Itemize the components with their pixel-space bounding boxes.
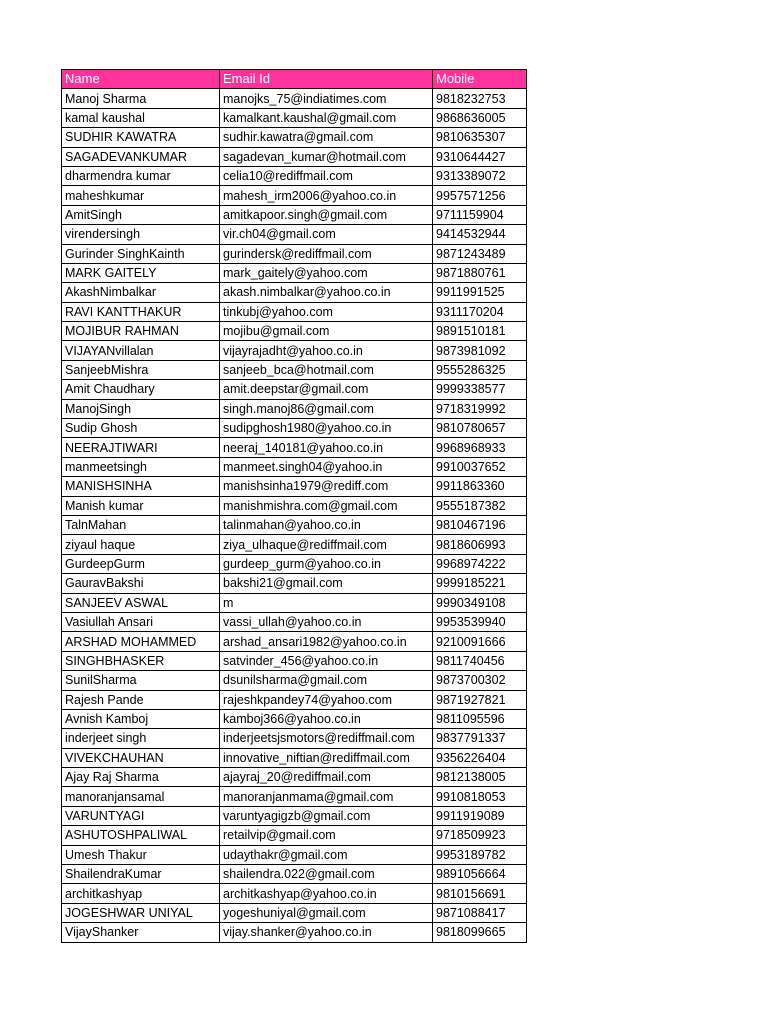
table-row xyxy=(62,496,527,515)
cell-email: vijayrajadht@yahoo.co.in xyxy=(220,341,433,360)
table-row xyxy=(62,593,527,612)
column-header-mobile: Mobile xyxy=(433,70,527,89)
table-row xyxy=(62,690,527,709)
table-row xyxy=(62,380,527,399)
table-row xyxy=(62,108,527,127)
cell-mobile: 9871927821 xyxy=(433,690,527,709)
table-row xyxy=(62,399,527,418)
cell-name: SUDHIR KAWATRA xyxy=(62,128,220,147)
cell-mobile: 9818606993 xyxy=(433,535,527,554)
cell-email: singh.manoj86@gmail.com xyxy=(220,399,433,418)
cell-mobile: 9968968933 xyxy=(433,438,527,457)
cell-mobile: 9957571256 xyxy=(433,186,527,205)
cell-mobile: 9910818053 xyxy=(433,787,527,806)
cell-email: vir.ch04@gmail.com xyxy=(220,225,433,244)
table-row xyxy=(62,166,527,185)
cell-name: Umesh Thakur xyxy=(62,845,220,864)
cell-email: akash.nimbalkar@yahoo.co.in xyxy=(220,283,433,302)
cell-name: TalnMahan xyxy=(62,515,220,534)
cell-mobile: 9718319992 xyxy=(433,399,527,418)
table-row xyxy=(62,360,527,379)
cell-name: AmitSingh xyxy=(62,205,220,224)
cell-name: dharmendra kumar xyxy=(62,166,220,185)
cell-name: AkashNimbalkar xyxy=(62,283,220,302)
cell-email: rajeshkpandey74@yahoo.com xyxy=(220,690,433,709)
cell-name: ASHUTOSHPALIWAL xyxy=(62,826,220,845)
cell-email: tinkubj@yahoo.com xyxy=(220,302,433,321)
cell-mobile: 9868636005 xyxy=(433,108,527,127)
cell-name: GurdeepGurm xyxy=(62,554,220,573)
cell-mobile: 9555187382 xyxy=(433,496,527,515)
cell-name: JOGESHWAR UNIYAL xyxy=(62,903,220,922)
cell-mobile: 9871088417 xyxy=(433,903,527,922)
cell-email: amitkapoor.singh@gmail.com xyxy=(220,205,433,224)
table-row xyxy=(62,322,527,341)
table-row xyxy=(62,244,527,263)
cell-mobile: 9837791337 xyxy=(433,729,527,748)
contacts-table xyxy=(61,69,527,943)
table-row xyxy=(62,438,527,457)
cell-email: amit.deepstar@gmail.com xyxy=(220,380,433,399)
cell-name: MANISHSINHA xyxy=(62,477,220,496)
cell-email: ajayraj_20@rediffmail.com xyxy=(220,768,433,787)
table-row xyxy=(62,515,527,534)
cell-name: Gurinder SinghKainth xyxy=(62,244,220,263)
cell-name: SANJEEV ASWAL xyxy=(62,593,220,612)
cell-name: Amit Chaudhary xyxy=(62,380,220,399)
cell-email: mojibu@gmail.com xyxy=(220,322,433,341)
cell-name: Manoj Sharma xyxy=(62,89,220,108)
cell-mobile: 9310644427 xyxy=(433,147,527,166)
header-row xyxy=(62,70,527,89)
table-row xyxy=(62,787,527,806)
column-header-email: Email Id xyxy=(220,70,433,89)
cell-mobile: 9891056664 xyxy=(433,865,527,884)
cell-name: NEERAJTIWARI xyxy=(62,438,220,457)
cell-mobile: 9414532944 xyxy=(433,225,527,244)
table-row xyxy=(62,768,527,787)
table-row xyxy=(62,419,527,438)
table-row xyxy=(62,574,527,593)
cell-mobile: 9871243489 xyxy=(433,244,527,263)
cell-email: sagadevan_kumar@hotmail.com xyxy=(220,147,433,166)
cell-mobile: 9313389072 xyxy=(433,166,527,185)
table-row xyxy=(62,147,527,166)
cell-name: MARK GAITELY xyxy=(62,263,220,282)
cell-name: RAVI KANTTHAKUR xyxy=(62,302,220,321)
table-row xyxy=(62,341,527,360)
cell-mobile: 9953539940 xyxy=(433,612,527,631)
table-row xyxy=(62,671,527,690)
table-row xyxy=(62,845,527,864)
cell-email: udaythakr@gmail.com xyxy=(220,845,433,864)
cell-name: Ajay Raj Sharma xyxy=(62,768,220,787)
cell-mobile: 9811740456 xyxy=(433,651,527,670)
cell-email: manishmishra.com@gmail.com xyxy=(220,496,433,515)
table-row xyxy=(62,535,527,554)
cell-mobile: 9999185221 xyxy=(433,574,527,593)
cell-mobile: 9810635307 xyxy=(433,128,527,147)
cell-email: sudipghosh1980@yahoo.co.in xyxy=(220,419,433,438)
cell-mobile: 9812138005 xyxy=(433,768,527,787)
cell-mobile: 9356226404 xyxy=(433,748,527,767)
cell-name: Vasiullah Ansari xyxy=(62,612,220,631)
cell-name: manoranjansamal xyxy=(62,787,220,806)
cell-name: SunilSharma xyxy=(62,671,220,690)
cell-mobile: 9718509923 xyxy=(433,826,527,845)
cell-mobile: 9555286325 xyxy=(433,360,527,379)
cell-email: yogeshuniyal@gmail.com xyxy=(220,903,433,922)
cell-name: VIVEKCHAUHAN xyxy=(62,748,220,767)
table-body xyxy=(62,89,527,942)
cell-name: ShailendraKumar xyxy=(62,865,220,884)
cell-name: architkashyap xyxy=(62,884,220,903)
table-row xyxy=(62,263,527,282)
cell-email: mark_gaitely@yahoo.com xyxy=(220,263,433,282)
cell-name: ManojSingh xyxy=(62,399,220,418)
table-row xyxy=(62,302,527,321)
table-row xyxy=(62,477,527,496)
cell-mobile: 9873981092 xyxy=(433,341,527,360)
cell-mobile: 9891510181 xyxy=(433,322,527,341)
cell-email: shailendra.022@gmail.com xyxy=(220,865,433,884)
cell-email: ziya_ulhaque@rediffmail.com xyxy=(220,535,433,554)
cell-name: maheshkumar xyxy=(62,186,220,205)
cell-name: virendersingh xyxy=(62,225,220,244)
table-row xyxy=(62,748,527,767)
cell-email: manishsinha1979@rediff.com xyxy=(220,477,433,496)
cell-email: gurindersk@rediffmail.com xyxy=(220,244,433,263)
cell-mobile: 9911991525 xyxy=(433,283,527,302)
table-row xyxy=(62,729,527,748)
cell-email: kamboj366@yahoo.co.in xyxy=(220,709,433,728)
cell-mobile: 9818099665 xyxy=(433,923,527,942)
table-row xyxy=(62,612,527,631)
table-row xyxy=(62,128,527,147)
cell-email: kamalkant.kaushal@gmail.com xyxy=(220,108,433,127)
table-row xyxy=(62,709,527,728)
cell-name: VARUNTYAGI xyxy=(62,806,220,825)
table-row xyxy=(62,89,527,108)
cell-email: innovative_niftian@rediffmail.com xyxy=(220,748,433,767)
cell-mobile: 9911863360 xyxy=(433,477,527,496)
cell-name: VijayShanker xyxy=(62,923,220,942)
table-row xyxy=(62,186,527,205)
table-row xyxy=(62,884,527,903)
cell-name: kamal kaushal xyxy=(62,108,220,127)
cell-email: varuntyagigzb@gmail.com xyxy=(220,806,433,825)
cell-email: vijay.shanker@yahoo.co.in xyxy=(220,923,433,942)
cell-mobile: 9810156691 xyxy=(433,884,527,903)
cell-mobile: 9968974222 xyxy=(433,554,527,573)
cell-name: SanjeebMishra xyxy=(62,360,220,379)
table-row xyxy=(62,806,527,825)
cell-email: retailvip@gmail.com xyxy=(220,826,433,845)
cell-email: manojks_75@indiatimes.com xyxy=(220,89,433,108)
cell-mobile: 9210091666 xyxy=(433,632,527,651)
cell-name: MOJIBUR RAHMAN xyxy=(62,322,220,341)
table-row xyxy=(62,923,527,942)
cell-name: Rajesh Pande xyxy=(62,690,220,709)
cell-email: inderjeetsjsmotors@rediffmail.com xyxy=(220,729,433,748)
cell-name: Sudip Ghosh xyxy=(62,419,220,438)
cell-email: architkashyap@yahoo.co.in xyxy=(220,884,433,903)
cell-mobile: 9818232753 xyxy=(433,89,527,108)
cell-name: SAGADEVANKUMAR xyxy=(62,147,220,166)
table-row xyxy=(62,632,527,651)
cell-name: SINGHBHASKER xyxy=(62,651,220,670)
cell-mobile: 9911919089 xyxy=(433,806,527,825)
cell-name: ziyaul haque xyxy=(62,535,220,554)
table-row xyxy=(62,283,527,302)
cell-mobile: 9311170204 xyxy=(433,302,527,321)
cell-mobile: 9873700302 xyxy=(433,671,527,690)
cell-mobile: 9871880761 xyxy=(433,263,527,282)
cell-name: inderjeet singh xyxy=(62,729,220,748)
cell-email: sudhir.kawatra@gmail.com xyxy=(220,128,433,147)
cell-mobile: 9999338577 xyxy=(433,380,527,399)
cell-name: Avnish Kamboj xyxy=(62,709,220,728)
table-row xyxy=(62,865,527,884)
table-row xyxy=(62,903,527,922)
cell-email: vassi_ullah@yahoo.co.in xyxy=(220,612,433,631)
cell-mobile: 9711159904 xyxy=(433,205,527,224)
table-row xyxy=(62,457,527,476)
cell-email: manmeet.singh04@yahoo.in xyxy=(220,457,433,476)
table-row xyxy=(62,554,527,573)
cell-email: m xyxy=(220,593,433,612)
cell-email: arshad_ansari1982@yahoo.co.in xyxy=(220,632,433,651)
cell-name: GauravBakshi xyxy=(62,574,220,593)
cell-name: VIJAYANvillalan xyxy=(62,341,220,360)
table-row xyxy=(62,826,527,845)
cell-mobile: 9953189782 xyxy=(433,845,527,864)
column-header-name: Name xyxy=(62,70,220,89)
cell-email: neeraj_140181@yahoo.co.in xyxy=(220,438,433,457)
cell-mobile: 9910037652 xyxy=(433,457,527,476)
cell-email: satvinder_456@yahoo.co.in xyxy=(220,651,433,670)
cell-email: celia10@rediffmail.com xyxy=(220,166,433,185)
cell-mobile: 9990349108 xyxy=(433,593,527,612)
cell-mobile: 9810467196 xyxy=(433,515,527,534)
cell-email: dsunilsharma@gmail.com xyxy=(220,671,433,690)
cell-email: talinmahan@yahoo.co.in xyxy=(220,515,433,534)
cell-email: mahesh_irm2006@yahoo.co.in xyxy=(220,186,433,205)
cell-email: gurdeep_gurm@yahoo.co.in xyxy=(220,554,433,573)
table-row xyxy=(62,225,527,244)
cell-mobile: 9810780657 xyxy=(433,419,527,438)
cell-name: ARSHAD MOHAMMED xyxy=(62,632,220,651)
cell-email: manoranjanmama@gmail.com xyxy=(220,787,433,806)
table-row xyxy=(62,651,527,670)
cell-name: Manish kumar xyxy=(62,496,220,515)
table-row xyxy=(62,205,527,224)
cell-mobile: 9811095596 xyxy=(433,709,527,728)
cell-email: sanjeeb_bca@hotmail.com xyxy=(220,360,433,379)
cell-email: bakshi21@gmail.com xyxy=(220,574,433,593)
cell-name: manmeetsingh xyxy=(62,457,220,476)
